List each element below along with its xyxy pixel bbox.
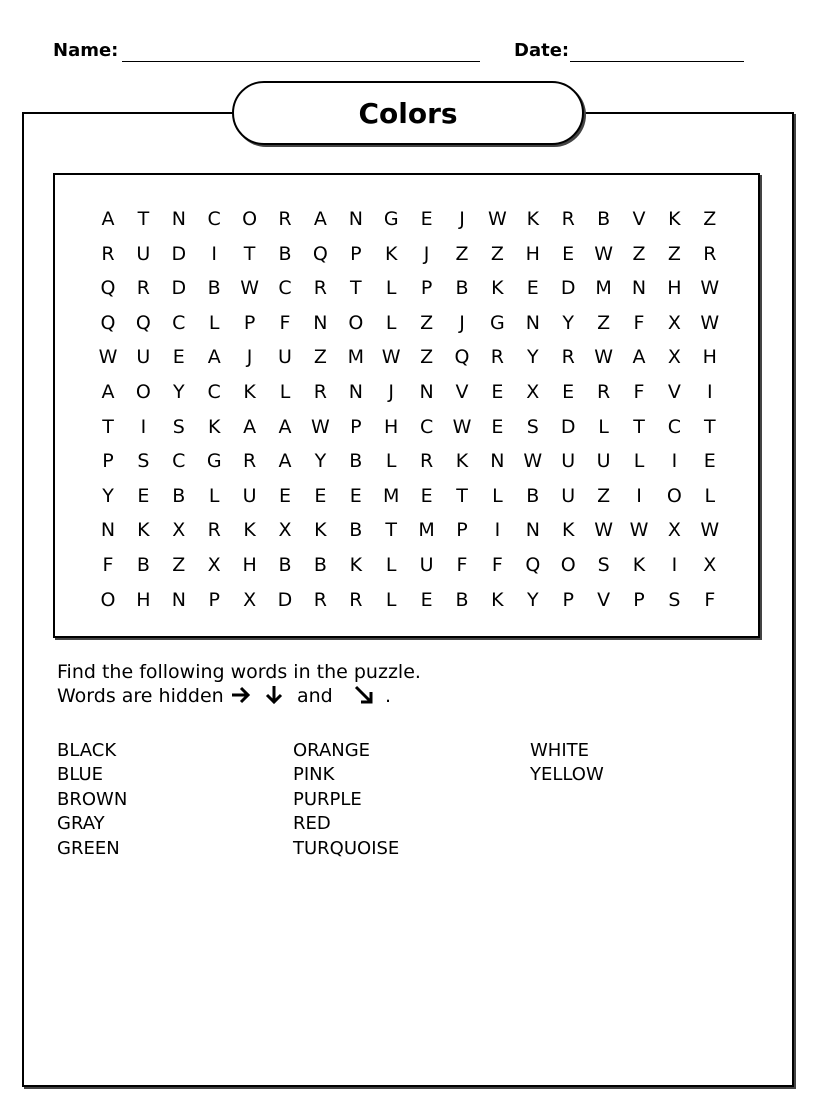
- grid-letter[interactable]: Z: [667, 242, 681, 265]
- grid-letter[interactable]: C: [172, 311, 186, 334]
- grid-letter[interactable]: E: [137, 484, 150, 507]
- grid-letter[interactable]: D: [560, 415, 576, 438]
- grid-letter[interactable]: U: [561, 484, 576, 507]
- grid-letter[interactable]: V: [455, 381, 469, 403]
- grid-letter[interactable]: P: [350, 415, 362, 438]
- grid-letter[interactable]: O: [135, 381, 151, 403]
- grid-letter[interactable]: L: [385, 554, 397, 576]
- grid-letter[interactable]: F: [456, 554, 468, 576]
- grid-letter[interactable]: S: [137, 450, 150, 473]
- word-list-item: ORANGE: [293, 740, 371, 761]
- grid-letter[interactable]: B: [278, 554, 292, 576]
- grid-letter[interactable]: I: [706, 381, 713, 403]
- grid-letter[interactable]: R: [419, 450, 434, 473]
- grid-letter[interactable]: P: [350, 242, 362, 265]
- grid-letter[interactable]: K: [561, 519, 575, 542]
- grid-letter[interactable]: L: [385, 277, 397, 300]
- word-list-item: BROWN: [57, 788, 128, 810]
- grid-letter[interactable]: D: [277, 588, 293, 611]
- date-label: Date:: [514, 40, 570, 61]
- grid-letter[interactable]: P: [562, 588, 574, 611]
- grid-letter[interactable]: E: [703, 450, 716, 473]
- grid-letter[interactable]: C: [207, 381, 221, 403]
- word-list-item: BLUE: [57, 764, 104, 786]
- grid-letter[interactable]: W: [240, 277, 259, 300]
- grid-letter[interactable]: D: [171, 277, 187, 300]
- grid-letter[interactable]: K: [349, 554, 363, 576]
- grid-letter[interactable]: R: [313, 277, 327, 300]
- grid-letter[interactable]: J: [423, 242, 430, 265]
- grid-letter[interactable]: N: [490, 450, 505, 473]
- grid-letter[interactable]: E: [562, 242, 575, 265]
- grid-letter[interactable]: B: [597, 208, 611, 230]
- grid-letter[interactable]: A: [101, 208, 115, 230]
- grid-letter[interactable]: H: [384, 415, 399, 438]
- grid-letter[interactable]: X: [278, 519, 292, 542]
- grid-letter[interactable]: N: [348, 208, 363, 230]
- grid-letter[interactable]: E: [349, 484, 362, 507]
- grid-letter[interactable]: F: [279, 311, 291, 334]
- grid-letter[interactable]: K: [526, 208, 540, 230]
- grid-letter[interactable]: P: [102, 450, 114, 473]
- grid-letter[interactable]: L: [208, 311, 220, 334]
- arrow-down-icon: [263, 684, 285, 706]
- grid-letter[interactable]: K: [632, 554, 646, 576]
- grid-letter[interactable]: J: [246, 346, 253, 369]
- grid-letter[interactable]: I: [140, 415, 147, 438]
- grid-letter[interactable]: E: [314, 484, 327, 507]
- grid-letter[interactable]: N: [313, 311, 328, 334]
- grid-letter[interactable]: Q: [100, 277, 116, 300]
- grid-letter[interactable]: U: [242, 484, 257, 507]
- grid-letter[interactable]: C: [667, 415, 682, 438]
- grid-letter[interactable]: L: [385, 311, 397, 334]
- grid-letter[interactable]: F: [704, 588, 716, 611]
- grid-letter[interactable]: A: [632, 346, 646, 369]
- word-list-item: TURQUOISE: [293, 837, 400, 859]
- grid-letter[interactable]: P: [243, 311, 256, 334]
- grid-letter[interactable]: B: [349, 450, 363, 473]
- grid-letter[interactable]: C: [207, 208, 221, 230]
- grid-letter[interactable]: C: [172, 450, 186, 473]
- grid-letter[interactable]: N: [171, 588, 186, 611]
- grid-letter[interactable]: K: [243, 519, 256, 542]
- grid-letter[interactable]: O: [560, 554, 576, 576]
- grid-letter[interactable]: H: [667, 277, 682, 300]
- grid-letter[interactable]: K: [491, 277, 504, 300]
- grid-letter[interactable]: K: [314, 519, 327, 542]
- grid-letter[interactable]: H: [242, 554, 257, 576]
- grid-letter[interactable]: Z: [420, 311, 434, 334]
- grid-letter[interactable]: W: [487, 208, 507, 230]
- grid-letter[interactable]: N: [348, 381, 363, 403]
- grid-letter[interactable]: R: [313, 381, 327, 403]
- grid-letter[interactable]: Q: [454, 346, 470, 369]
- grid-letter[interactable]: E: [526, 277, 539, 300]
- grid-letter[interactable]: K: [668, 208, 681, 230]
- grid-letter[interactable]: E: [491, 381, 504, 403]
- grid-letter[interactable]: F: [633, 311, 645, 334]
- grid-letter[interactable]: P: [633, 588, 645, 611]
- grid-letter[interactable]: X: [667, 346, 681, 369]
- grid-letter[interactable]: Y: [314, 450, 327, 473]
- grid-letter[interactable]: L: [598, 415, 609, 438]
- grid-letter[interactable]: F: [633, 381, 645, 403]
- instructions-line-2-prefix: Words are hidden: [57, 685, 224, 707]
- grid-letter[interactable]: R: [561, 208, 575, 230]
- grid-letter[interactable]: T: [385, 519, 397, 542]
- grid-letter[interactable]: J: [388, 381, 394, 403]
- grid-letter[interactable]: U: [419, 554, 434, 576]
- grid-letter[interactable]: D: [560, 277, 576, 300]
- grid-letter[interactable]: V: [667, 381, 681, 403]
- grid-letter[interactable]: U: [561, 450, 576, 473]
- grid-letter[interactable]: O: [666, 484, 682, 507]
- grid-letter[interactable]: U: [278, 346, 292, 369]
- grid-letter[interactable]: A: [278, 415, 292, 438]
- grid-letter[interactable]: E: [278, 484, 291, 507]
- grid-letter[interactable]: W: [700, 519, 720, 542]
- grid-letter[interactable]: Y: [526, 346, 539, 369]
- grid-letter[interactable]: Q: [100, 311, 116, 334]
- grid-letter[interactable]: Y: [562, 311, 574, 334]
- grid-letter[interactable]: U: [596, 450, 611, 473]
- word-list-item: RED: [293, 813, 331, 835]
- grid-letter[interactable]: L: [208, 484, 220, 507]
- grid-letter[interactable]: L: [385, 450, 397, 473]
- grid-letter[interactable]: G: [383, 208, 399, 230]
- grid-letter[interactable]: B: [136, 554, 150, 576]
- grid-letter[interactable]: Y: [172, 381, 185, 403]
- grid-letter[interactable]: R: [313, 588, 327, 611]
- word-list-item: GRAY: [57, 813, 105, 835]
- grid-letter[interactable]: Z: [313, 346, 327, 369]
- grid-letter[interactable]: X: [667, 519, 681, 542]
- grid-letter[interactable]: E: [420, 208, 433, 230]
- date-field[interactable]: [570, 61, 744, 62]
- grid-letter[interactable]: K: [207, 415, 221, 438]
- grid-letter[interactable]: G: [206, 450, 222, 473]
- grid-letter[interactable]: B: [278, 242, 292, 265]
- grid-letter[interactable]: U: [136, 346, 151, 369]
- grid-letter[interactable]: T: [633, 415, 645, 438]
- grid-letter[interactable]: M: [382, 484, 400, 507]
- grid-letter[interactable]: Z: [172, 554, 186, 576]
- grid-letter[interactable]: X: [243, 588, 257, 611]
- grid-letter[interactable]: R: [278, 208, 292, 230]
- grid-letter[interactable]: F: [491, 554, 503, 576]
- grid-letter[interactable]: N: [100, 519, 116, 542]
- grid-letter[interactable]: E: [562, 381, 575, 403]
- grid-letter[interactable]: O: [100, 588, 116, 611]
- grid-letter[interactable]: T: [349, 277, 362, 300]
- grid-letter[interactable]: U: [136, 242, 151, 265]
- grid-letter[interactable]: N: [631, 277, 647, 300]
- grid-letter[interactable]: T: [243, 242, 256, 265]
- grid-letter[interactable]: D: [171, 242, 187, 265]
- grid-letter[interactable]: E: [420, 588, 433, 611]
- grid-letter[interactable]: K: [455, 450, 469, 473]
- grid-letter[interactable]: O: [348, 311, 364, 334]
- grid-letter[interactable]: W: [98, 346, 118, 369]
- grid-letter[interactable]: B: [526, 484, 540, 507]
- grid-letter[interactable]: M: [418, 519, 435, 542]
- instructions-line-1: Find the following words in the puzzle.: [57, 661, 421, 683]
- grid-letter[interactable]: K: [243, 381, 256, 403]
- grid-letter[interactable]: G: [490, 311, 505, 334]
- grid-letter[interactable]: N: [525, 519, 540, 542]
- grid-letter[interactable]: Q: [312, 242, 328, 265]
- instructions-and: and: [297, 685, 333, 707]
- grid-letter[interactable]: Y: [526, 588, 539, 611]
- grid-letter[interactable]: P: [208, 588, 220, 611]
- grid-letter[interactable]: N: [525, 311, 540, 334]
- grid-letter[interactable]: Z: [420, 346, 434, 369]
- arrow-right-icon: [230, 684, 252, 706]
- grid-letter[interactable]: O: [242, 208, 258, 230]
- grid-letter[interactable]: A: [313, 208, 327, 230]
- title-banner: [232, 81, 584, 145]
- grid-letter[interactable]: R: [101, 242, 115, 265]
- grid-letter[interactable]: I: [494, 519, 501, 542]
- grid-letter[interactable]: T: [102, 415, 114, 438]
- grid-letter[interactable]: X: [172, 519, 186, 542]
- grid-letter[interactable]: K: [491, 588, 504, 611]
- grid-letter[interactable]: E: [491, 415, 504, 438]
- grid-letter[interactable]: R: [136, 277, 150, 300]
- grid-letter[interactable]: P: [456, 519, 468, 542]
- page-title: Colors: [358, 96, 458, 130]
- grid-letter[interactable]: W: [594, 346, 613, 369]
- grid-letter[interactable]: M: [595, 277, 612, 300]
- grid-letter[interactable]: I: [636, 484, 642, 507]
- arrow-down-right-icon: [353, 684, 375, 706]
- grid-letter[interactable]: C: [278, 277, 292, 300]
- grid-letter[interactable]: L: [492, 484, 503, 507]
- grid-letter[interactable]: Z: [703, 208, 717, 230]
- grid-letter[interactable]: R: [703, 242, 717, 265]
- grid-letter[interactable]: W: [700, 311, 720, 334]
- grid-letter[interactable]: L: [704, 484, 716, 507]
- grid-letter[interactable]: A: [101, 381, 115, 403]
- grid-letter[interactable]: T: [137, 208, 150, 230]
- grid-letter[interactable]: X: [207, 554, 221, 576]
- grid-letter[interactable]: B: [172, 484, 186, 507]
- grid-letter[interactable]: T: [703, 415, 716, 438]
- grid-letter[interactable]: K: [384, 242, 398, 265]
- name-field[interactable]: [122, 61, 480, 62]
- grid-letter[interactable]: B: [313, 554, 327, 576]
- grid-letter[interactable]: V: [597, 588, 611, 611]
- grid-letter[interactable]: R: [490, 346, 504, 369]
- grid-letter[interactable]: W: [310, 415, 330, 438]
- grid-letter[interactable]: S: [668, 588, 681, 611]
- grid-letter[interactable]: J: [459, 208, 465, 230]
- grid-letter[interactable]: L: [633, 450, 645, 473]
- grid-letter[interactable]: Z: [632, 242, 646, 265]
- grid-letter[interactable]: I: [211, 242, 217, 265]
- word-list-item: PINK: [293, 764, 335, 786]
- grid-letter[interactable]: P: [420, 277, 433, 300]
- grid-letter[interactable]: W: [381, 346, 401, 369]
- grid-letter[interactable]: C: [419, 415, 434, 438]
- grid-letter[interactable]: A: [243, 415, 257, 438]
- grid-letter[interactable]: Z: [597, 484, 611, 507]
- grid-letter[interactable]: I: [671, 450, 678, 473]
- word-list-item: BLACK: [57, 740, 117, 761]
- word-list-item: PURPLE: [293, 788, 362, 810]
- grid-letter[interactable]: H: [702, 346, 717, 369]
- grid-letter[interactable]: Z: [597, 311, 611, 334]
- grid-letter[interactable]: S: [526, 415, 539, 438]
- grid-letter[interactable]: B: [455, 277, 469, 300]
- grid-letter[interactable]: N: [419, 381, 434, 403]
- grid-letter[interactable]: A: [278, 450, 292, 473]
- grid-letter[interactable]: V: [632, 208, 646, 230]
- grid-letter[interactable]: R: [561, 346, 575, 369]
- word-list-item: GREEN: [57, 837, 120, 859]
- grid-letter[interactable]: F: [102, 554, 114, 576]
- word-list-item: YELLOW: [530, 764, 604, 786]
- grid-letter[interactable]: N: [171, 208, 186, 230]
- grid-letter[interactable]: R: [242, 450, 257, 473]
- name-label: Name:: [53, 40, 119, 61]
- grid-letter[interactable]: Y: [102, 484, 114, 507]
- grid-letter[interactable]: X: [526, 381, 540, 403]
- grid-letter[interactable]: R: [207, 519, 221, 542]
- grid-letter[interactable]: J: [459, 311, 465, 334]
- grid-letter[interactable]: X: [703, 554, 717, 576]
- grid-letter[interactable]: E: [420, 484, 433, 507]
- grid-letter[interactable]: I: [671, 554, 678, 576]
- grid-letter[interactable]: B: [349, 519, 363, 542]
- grid-letter[interactable]: W: [452, 415, 472, 438]
- grid-letter[interactable]: H: [525, 242, 540, 265]
- grid-letter[interactable]: M: [347, 346, 364, 369]
- grid-letter[interactable]: X: [667, 311, 681, 334]
- grid-letter[interactable]: B: [207, 277, 221, 300]
- grid-letter[interactable]: T: [456, 484, 468, 507]
- grid-letter[interactable]: W: [594, 242, 613, 265]
- grid-letter[interactable]: H: [136, 588, 151, 611]
- grid-letter[interactable]: A: [207, 346, 221, 369]
- grid-letter[interactable]: R: [596, 381, 611, 403]
- grid-letter[interactable]: K: [137, 519, 150, 542]
- instructions-period: .: [385, 685, 392, 707]
- grid-letter[interactable]: L: [279, 381, 291, 403]
- grid-letter[interactable]: Z: [490, 242, 504, 265]
- grid-letter[interactable]: Q: [135, 311, 151, 334]
- word-list-item: WHITE: [530, 740, 590, 761]
- grid-letter[interactable]: B: [455, 588, 469, 611]
- grid-letter[interactable]: W: [594, 519, 613, 542]
- grid-letter[interactable]: S: [172, 415, 185, 438]
- grid-letter[interactable]: Q: [525, 554, 541, 576]
- grid-letter[interactable]: W: [700, 277, 720, 300]
- grid-letter[interactable]: E: [172, 346, 185, 369]
- grid-letter[interactable]: Z: [455, 242, 469, 265]
- grid-letter[interactable]: R: [349, 588, 363, 611]
- grid-letter[interactable]: W: [523, 450, 543, 473]
- grid-letter[interactable]: S: [597, 554, 610, 576]
- grid-letter[interactable]: L: [385, 588, 397, 611]
- grid-letter[interactable]: W: [629, 519, 649, 542]
